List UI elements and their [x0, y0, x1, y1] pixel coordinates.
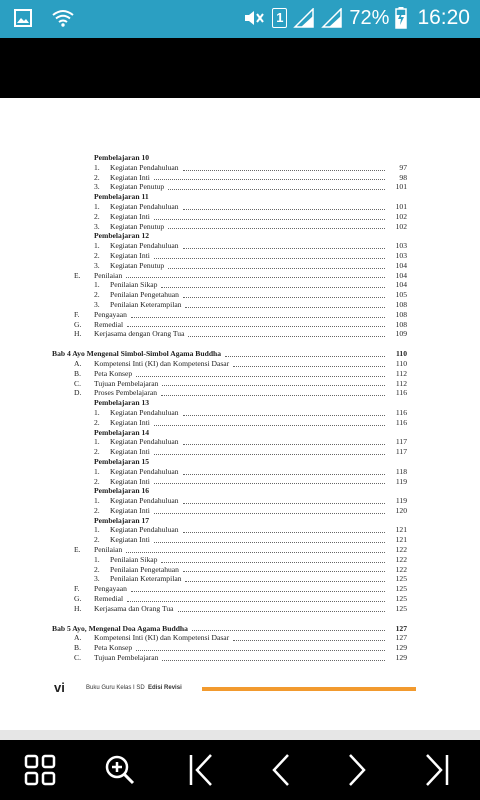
toc-entry-number: 2.	[94, 476, 100, 486]
clock: 16:20	[417, 6, 470, 29]
toc-entry-label: Peta Konsep	[94, 643, 133, 653]
toc-entry-number: 3.	[94, 182, 100, 192]
gallery-icon	[14, 9, 32, 27]
toc-entry-label: Pengayaan	[94, 584, 127, 594]
toc-leader-dots	[183, 435, 385, 445]
toc-entry-label: Penilaian Sikap	[110, 554, 158, 564]
toc-leader-dots	[168, 220, 385, 230]
toc-entry-number: G.	[74, 594, 82, 604]
footer-page-number: vi	[54, 680, 65, 695]
toc-page-number: 116	[395, 388, 407, 398]
toc-page-number: 121	[395, 535, 407, 545]
toc-entry	[52, 447, 407, 457]
toc-entry-label: Kegiatan Pendahuluan	[110, 162, 179, 172]
previous-page-icon	[268, 753, 292, 787]
toc-entry-number: 2.	[94, 172, 100, 182]
toc-page-number: 109	[395, 329, 407, 339]
toc-entry-label: Kegiatan Penutup	[110, 260, 165, 270]
toc-entry-label: Kegiatan Penutup	[110, 182, 165, 192]
toc-page-number: 125	[395, 574, 407, 584]
toc-entry-number: F.	[74, 584, 80, 594]
toc-entry	[52, 418, 407, 428]
toc-entry-number: A.	[74, 633, 82, 643]
toc-page-number: 98	[399, 172, 407, 182]
toc-entry-label: Pengayaan	[94, 309, 127, 319]
toc-leader-dots	[162, 651, 385, 661]
zoom-button[interactable]	[98, 750, 142, 790]
toc-page-number: 129	[395, 653, 407, 663]
toc-page-number: 110	[396, 349, 407, 359]
toc-entry-number: 1.	[94, 554, 100, 564]
toc-entry-number: 3.	[94, 574, 100, 584]
toc-page-number: 119	[395, 476, 407, 486]
zoom-in-icon	[104, 754, 136, 786]
footer-book-title: Buku Guru Kelas I SD	[86, 685, 145, 691]
toc-leader-dots	[233, 631, 385, 641]
toc-page-number: 118	[395, 466, 407, 476]
toc-entry	[52, 388, 407, 398]
toc-leader-dots	[162, 377, 385, 387]
toc-entry-number: E.	[74, 270, 81, 280]
toc-chapter-title: Bab 5 Ayo, Mengenal Doa Agama Buddha	[52, 623, 188, 633]
toc-page-number: 127	[395, 623, 407, 633]
last-page-icon	[423, 753, 453, 787]
toc-leader-dots	[161, 278, 385, 288]
toc-leader-dots	[154, 416, 385, 426]
toc-entry-number: 2.	[94, 417, 100, 427]
toc-leader-dots	[185, 572, 385, 582]
toc-page-number: 108	[395, 299, 407, 309]
toc-entry-label: Kegiatan Inti	[110, 476, 150, 486]
toc-entry-label: Remedial	[94, 319, 124, 329]
toc-leader-dots	[131, 582, 385, 592]
toc-entry-label: Penilaian Keterampilan	[110, 574, 182, 584]
toc-entry-label: Kerjasama dengan Orang Tua	[94, 329, 185, 339]
toc-chapter-title: Bab 4 Ayo Mengenal Simbol-Simbol Agama Buddha	[52, 349, 222, 359]
toc-leader-dots	[126, 543, 385, 553]
toc-page-number: 101	[395, 182, 407, 192]
toc-page-number: 104	[395, 280, 407, 290]
toc-entry-label: Penilaian	[94, 545, 123, 555]
toc-entry-number: 1.	[94, 496, 100, 506]
toc-page-number: 103	[395, 241, 407, 251]
toc-entry	[52, 329, 407, 339]
toc-entry-number: 1.	[94, 525, 100, 535]
toc-entry-label: Kegiatan Inti	[110, 535, 150, 545]
toc-heading-label: Pembelajaran 14	[94, 427, 150, 437]
toc-entry-label: Penilaian Sikap	[110, 280, 158, 290]
toolbar-area	[0, 38, 480, 98]
toc-entry-number: 1.	[94, 241, 100, 251]
toc-entry-number: 2.	[94, 535, 100, 545]
toc-heading-label: Pembelajaran 15	[94, 456, 150, 466]
toc-leader-dots	[161, 386, 385, 396]
next-page-icon	[346, 753, 370, 787]
toc-page-number: 117	[395, 447, 407, 457]
toc-heading-label: Pembelajaran 13	[94, 398, 150, 408]
mute-icon	[242, 8, 266, 28]
toc-entry-label: Penilaian Keterampilan	[110, 299, 182, 309]
toc-leader-dots	[183, 239, 385, 249]
toc-entry-label: Penilaian Pengetahuan	[110, 290, 179, 300]
toc-page-number: 110	[395, 358, 407, 368]
toc-entry-number: 2.	[94, 211, 100, 221]
toc-entry-label: Penilaian Pengetahuan	[110, 564, 179, 574]
toc-leader-dots	[183, 200, 385, 210]
toc-page-number: 112	[395, 378, 407, 388]
toc-entry-number: A.	[74, 358, 82, 368]
toc-entry	[52, 604, 407, 614]
toc-page-number: 120	[395, 505, 407, 515]
toc-leader-dots	[154, 210, 385, 220]
previous-page-button[interactable]	[258, 750, 302, 790]
toc-heading-label: Pembelajaran 17	[94, 515, 150, 525]
toc-leader-dots	[126, 269, 385, 279]
footer-edition: Edisi Revisi	[148, 685, 182, 691]
toc-page-number: 97	[399, 162, 407, 172]
toc-entry-label: Kegiatan Inti	[110, 417, 150, 427]
toc-entry-number: 3.	[94, 260, 100, 270]
toc-page-number: 108	[395, 319, 407, 329]
toc-entry-label: Kegiatan Pendahuluan	[110, 201, 179, 211]
footer-text	[86, 685, 182, 691]
toc-entry-number: 3.	[94, 299, 100, 309]
toc-entry-label: Proses Pembelajaran	[94, 388, 158, 398]
toc-entry-label: Kegiatan Inti	[110, 447, 150, 457]
toc-page-number: 122	[395, 564, 407, 574]
toc-entry-number: 1.	[94, 201, 100, 211]
toc-page-number: 101	[395, 201, 407, 211]
toc-leader-dots	[225, 347, 385, 357]
toc-entry-number: 1.	[94, 280, 100, 290]
toc-entry	[52, 653, 407, 663]
toc-leader-dots	[154, 171, 385, 181]
toc-entry-number: 2.	[94, 447, 100, 457]
status-bar	[0, 0, 480, 38]
toc-leader-dots	[131, 308, 385, 318]
toc-page-number: 116	[395, 407, 407, 417]
bottom-divider	[0, 730, 480, 740]
toc-entry-label: Kegiatan Inti	[110, 250, 150, 260]
toc-entry-label: Tujuan Pembelajaran	[94, 378, 159, 388]
toc-entry-label: Kompetensi Inti (KI) dan Kompetensi Dasar	[94, 358, 230, 368]
battery-charging-icon	[395, 7, 407, 29]
toc-heading-label: Pembelajaran 16	[94, 486, 150, 496]
toc-entry-number: 1.	[94, 407, 100, 417]
toc-leader-dots	[127, 318, 385, 328]
toc-entry-label: Kerjasama dan Orang Tua	[94, 603, 174, 613]
battery-percentage: 72%	[349, 6, 390, 29]
toc-entry-label: Peta Konsep	[94, 368, 133, 378]
toc-page-number: 125	[395, 584, 407, 594]
last-page-button[interactable]	[416, 750, 460, 790]
toc-entry-label: Penilaian	[94, 270, 123, 280]
toc-page-number: 125	[395, 594, 407, 604]
grid-icon	[24, 754, 56, 786]
signal-icon	[293, 8, 315, 28]
toc-entry-number: 2.	[94, 564, 100, 574]
toc-page-number: 104	[395, 260, 407, 270]
toc-entry	[52, 182, 407, 192]
toc-entry-number: 1.	[94, 437, 100, 447]
toc-page-number: 112	[395, 368, 407, 378]
toc-entry-number: F.	[74, 309, 80, 319]
toc-leader-dots	[185, 298, 385, 308]
footer-accent-bar	[202, 687, 416, 691]
thumbnails-button[interactable]	[18, 750, 62, 790]
toc-entry-number: E.	[74, 545, 81, 555]
toc-entry-number: D.	[74, 388, 82, 398]
toc-entry-number: H.	[74, 603, 82, 613]
toc-entry-number: B.	[74, 643, 81, 653]
toc-entry-label: Kegiatan Inti	[110, 211, 150, 221]
toc-entry-label: Kegiatan Pendahuluan	[110, 407, 179, 417]
toc-page-number: 116	[395, 417, 407, 427]
toc-heading-label: Pembelajaran 11	[94, 192, 149, 202]
toc-entry-label: Kompetensi Inti (KI) dan Kompetensi Dasar	[94, 633, 230, 643]
wifi-icon	[52, 9, 74, 27]
toc-page-number: 105	[395, 290, 407, 300]
toc-entry-label: Tujuan Pembelajaran	[94, 653, 159, 663]
toc-leader-dots	[183, 494, 385, 504]
first-page-icon	[185, 753, 215, 787]
toc-entry-number: G.	[74, 319, 82, 329]
toc-leader-dots	[154, 533, 385, 543]
toc-leader-dots	[127, 592, 385, 602]
sim-slot-badge: 1	[272, 8, 287, 28]
toc-entry-label: Kegiatan Pendahuluan	[110, 525, 179, 535]
toc-entry-number: 2.	[94, 290, 100, 300]
first-page-button[interactable]	[178, 750, 222, 790]
toc-page-number: 103	[395, 250, 407, 260]
toc-page-number: 122	[395, 545, 407, 555]
toc-entry-number: C.	[74, 653, 81, 663]
toc-entry-number: 1.	[94, 162, 100, 172]
toc-entry-label: Kegiatan Pendahuluan	[110, 466, 179, 476]
toc-leader-dots	[154, 445, 385, 455]
toc-entry-number: 2.	[94, 505, 100, 515]
toc-entry-number: 3.	[94, 221, 100, 231]
toc-entry-label: Kegiatan Penutup	[110, 221, 165, 231]
toc-entry	[52, 222, 407, 232]
signal-icon-2	[321, 8, 343, 28]
toc-page-number: 117	[395, 437, 407, 447]
toc-leader-dots	[154, 504, 385, 514]
toc-entry-label: Remedial	[94, 594, 124, 604]
toc-leader-dots	[233, 357, 385, 367]
toc-entry	[52, 506, 407, 516]
toc-heading-label: Pembelajaran 10	[94, 153, 150, 162]
toc-page-number: 102	[395, 211, 407, 221]
toc-leader-dots	[168, 259, 385, 269]
toc-leader-dots	[178, 602, 385, 612]
toc-leader-dots	[136, 367, 385, 377]
toc-entry-label: Kegiatan Inti	[110, 505, 150, 515]
toc-leader-dots	[136, 641, 385, 651]
table-of-contents	[52, 153, 407, 663]
toc-entry-number: C.	[74, 378, 81, 388]
toc-entry-number: 2.	[94, 250, 100, 260]
toc-entry-label: Kegiatan Pendahuluan	[110, 241, 179, 251]
toc-entry-number: B.	[74, 368, 81, 378]
toc-entry-number: 1.	[94, 466, 100, 476]
toc-page-number: 104	[395, 270, 407, 280]
toc-leader-dots	[183, 161, 385, 171]
next-page-button[interactable]	[336, 750, 380, 790]
toc-page-number: 127	[395, 633, 407, 643]
toc-leader-dots	[183, 406, 385, 416]
toc-entry	[52, 477, 407, 487]
toc-page-number: 129	[395, 643, 407, 653]
toc-page-number: 119	[395, 496, 407, 506]
toc-leader-dots	[183, 563, 385, 573]
toc-entry-label: Kegiatan Pendahuluan	[110, 496, 179, 506]
toc-leader-dots	[188, 327, 385, 337]
toc-leader-dots	[161, 553, 385, 563]
toc-heading-label: Pembelajaran 12	[94, 231, 150, 241]
toc-leader-dots	[154, 475, 385, 485]
page-footer	[54, 680, 414, 699]
toc-leader-dots	[183, 465, 385, 475]
toc-page-number: 121	[395, 525, 407, 535]
toc-leader-dots	[183, 523, 385, 533]
toc-page-number: 125	[395, 603, 407, 613]
toc-entry-number: H.	[74, 329, 82, 339]
toc-leader-dots	[192, 622, 385, 632]
toc-leader-dots	[183, 288, 385, 298]
toc-page-number: 102	[395, 221, 407, 231]
toc-leader-dots	[154, 249, 385, 259]
toc-entry-label: Kegiatan Pendahuluan	[110, 437, 179, 447]
toc-entry-label: Kegiatan Inti	[110, 172, 150, 182]
toc-page-number: 108	[395, 309, 407, 319]
reader-nav-bar	[0, 740, 480, 800]
toc-page-number: 122	[395, 554, 407, 564]
toc-leader-dots	[168, 180, 385, 190]
document-page[interactable]	[0, 98, 480, 730]
